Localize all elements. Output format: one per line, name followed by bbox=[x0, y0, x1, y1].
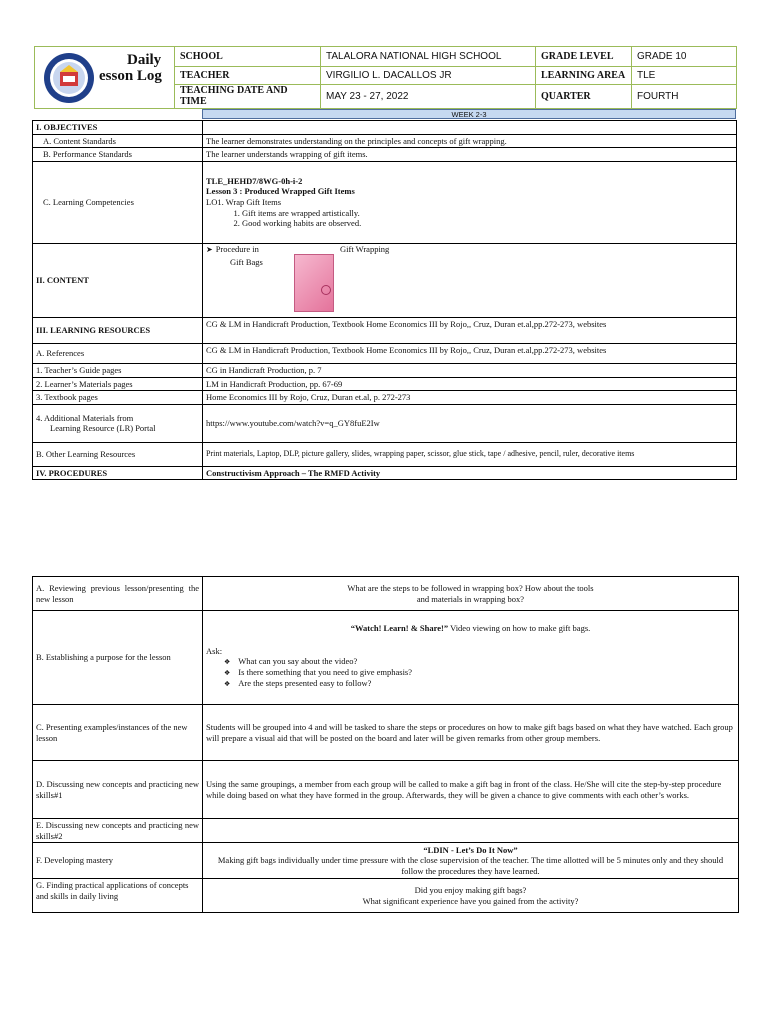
competency-item: 2. Good working habits are observed. bbox=[242, 218, 733, 229]
learning-area-label: LEARNING AREA bbox=[536, 67, 632, 85]
ask-item: ❖ What can you say about the video? bbox=[224, 656, 735, 667]
quarter-label: QUARTER bbox=[536, 85, 632, 109]
daily-title: Daily bbox=[127, 51, 162, 68]
additional-materials-line1: 4. Additional Materials from bbox=[36, 412, 134, 423]
reviewing-label: A. Reviewing previous lesson/presenting the new lesson bbox=[33, 577, 203, 611]
competency-item: 1. Gift items are wrapped artistically. bbox=[242, 208, 733, 219]
other-resources-value: Print materials, Laptop, DLP, picture gallery, slides, wrapping paper, scissor, glue stick, tape / adhesive, pencil, ruler, decorative items bbox=[203, 442, 737, 466]
additional-materials-value: https://www.youtube.com/watch?v=q_GY8fuE2Iw bbox=[203, 404, 737, 442]
discussing-2-value bbox=[203, 819, 739, 843]
gift-bag-image bbox=[294, 254, 334, 312]
content-value bbox=[203, 243, 737, 317]
procedures-title-value: Constructivism Approach – The RMFD Activity bbox=[203, 466, 737, 480]
ldin-text: Making gift bags individually under time pressure with the close supervision of the teacher. The time allotted will be 5 minutes only and they should follow the procedures they have learned. bbox=[217, 855, 724, 877]
learning-resources-value: CG & LM in Handicraft Production, Textbook Home Economics III by Rojo,, Cruz, Duran et.al,pp.272-273, websites bbox=[203, 317, 737, 343]
watch-learn-share-title: “Watch! Learn! & Share!” bbox=[350, 623, 449, 633]
practical-line1: Did you enjoy making gift bags? bbox=[414, 885, 527, 896]
objectives-title-value bbox=[203, 121, 737, 135]
developing-mastery-value bbox=[203, 843, 739, 879]
learning-area-value: TLE bbox=[632, 67, 737, 85]
additional-materials-label bbox=[33, 404, 203, 442]
learners-materials-label: 2. Learner’s Materials pages bbox=[33, 377, 203, 391]
performance-standards-label: B. Performance Standards bbox=[33, 148, 203, 162]
teacher-value: VIRGILIO L. DACALLOS JR bbox=[321, 67, 536, 85]
procedures-title: IV. PROCEDURES bbox=[33, 466, 203, 480]
logo-cell bbox=[35, 47, 175, 109]
lo-text: LO1. Wrap Gift Items bbox=[206, 197, 282, 208]
learners-materials-value: LM in Handicraft Production, pp. 67-69 bbox=[203, 377, 737, 391]
developing-mastery-label: F. Developing mastery bbox=[33, 843, 203, 879]
objectives-table bbox=[32, 120, 737, 480]
grade-level-value: GRADE 10 bbox=[632, 47, 737, 67]
header-table bbox=[34, 46, 737, 109]
textbook-pages-label: 3. Textbook pages bbox=[33, 391, 203, 405]
discussing-1-label: D. Discussing new concepts and practicing new skills#1 bbox=[33, 761, 203, 819]
procedure-text-a: Procedure in bbox=[215, 243, 259, 254]
content-standards-value: The learner demonstrates understanding on the principles and concepts of gift wrapping. bbox=[203, 134, 737, 148]
school-label: SCHOOL bbox=[175, 47, 321, 67]
grade-level-label: GRADE LEVEL bbox=[536, 47, 632, 67]
textbook-pages-value: Home Economics III by Rojo, Cruz, Duran et.al, p. 272-273 bbox=[203, 391, 737, 405]
discussing-2-label: E. Discussing new concepts and practicing new skills#2 bbox=[33, 819, 203, 843]
discussing-1-value: Using the same groupings, a member from each group will be called to make a gift bag in front of the class. He/She will cite the step-by-step procedure while doing based on what they have formed in the group. Afterwards, they will be given a chance to give comments with each other’s works. bbox=[203, 761, 739, 819]
ask-item: ❖ Is there something that you need to give emphasis? bbox=[224, 667, 735, 678]
deped-seal-logo bbox=[43, 52, 95, 104]
teacher-label: TEACHER bbox=[175, 67, 321, 85]
lesson-log-title: esson Log bbox=[99, 67, 162, 84]
references-label: A. References bbox=[33, 343, 203, 363]
school-value: TALALORA NATIONAL HIGH SCHOOL bbox=[321, 47, 536, 67]
additional-materials-line2: Learning Resource (LR) Portal bbox=[50, 423, 156, 434]
watch-learn-share-text: Video viewing on how to make gift bags. bbox=[448, 623, 591, 633]
ask-label: Ask: bbox=[206, 645, 223, 656]
procedure-text-b: Gift Wrapping bbox=[340, 243, 390, 254]
practical-applications-value bbox=[203, 879, 739, 913]
ask-item: ❖ Are the steps presented easy to follow? bbox=[224, 678, 735, 689]
references-value: CG & LM in Handicraft Production, Textbook Home Economics III by Rojo,, Cruz, Duran et.al,pp.272-273, websites bbox=[203, 343, 737, 363]
reviewing-value: What are the steps to be followed in wrapping box? How about the tools and materials in wrapping box? bbox=[203, 577, 739, 611]
teachers-guide-value: CG in Handicraft Production, p. 7 bbox=[203, 363, 737, 377]
teaching-date-value: MAY 23 - 27, 2022 bbox=[321, 85, 536, 109]
content-standards-label: A. Content Standards bbox=[33, 134, 203, 148]
quarter-value: FOURTH bbox=[632, 85, 737, 109]
presenting-examples-value: Students will be grouped into 4 and will be tasked to share the steps or procedures on how to make gift bags based on what they have watched. Each group will prepare a visual aid that will be posted on the board and later will be given remarks from other group members. bbox=[203, 705, 739, 761]
performance-standards-value: The learner understands wrapping of gift items. bbox=[203, 148, 737, 162]
practical-applications-label: G. Finding practical applications of concepts and skills in daily living bbox=[33, 879, 203, 913]
gift-bags-text: Gift Bags bbox=[230, 256, 263, 267]
other-resources-label: B. Other Learning Resources bbox=[33, 442, 203, 466]
teachers-guide-label: 1. Teacher’s Guide pages bbox=[33, 363, 203, 377]
learning-resources-title: III. LEARNING RESOURCES bbox=[33, 317, 203, 343]
content-title: II. CONTENT bbox=[33, 243, 203, 317]
learning-competencies-value bbox=[203, 161, 737, 243]
teaching-date-label: TEACHING DATE AND TIME bbox=[175, 85, 321, 109]
ldin-title: “LDIN - Let’s Do It Now” bbox=[423, 844, 518, 855]
objectives-title: I. OBJECTIVES bbox=[33, 121, 203, 135]
procedures-table bbox=[32, 576, 739, 913]
presenting-examples-label: C. Presenting examples/instances of the new lesson bbox=[33, 705, 203, 761]
establishing-purpose-value bbox=[203, 611, 739, 705]
arrow-bullet-icon bbox=[206, 244, 216, 254]
learning-competencies-label: C. Learning Competencies bbox=[33, 161, 203, 243]
week-banner: WEEK 2-3 bbox=[202, 109, 736, 119]
establishing-purpose-label: B. Establishing a purpose for the lesson bbox=[33, 611, 203, 705]
practical-line2: What significant experience have you gained from the activity? bbox=[362, 895, 579, 906]
lesson-title: Lesson 3 : Produced Wrapped Gift Items bbox=[206, 186, 355, 197]
competency-code: TLE_HEHD7/8WG-0h-i-2 bbox=[206, 175, 303, 186]
